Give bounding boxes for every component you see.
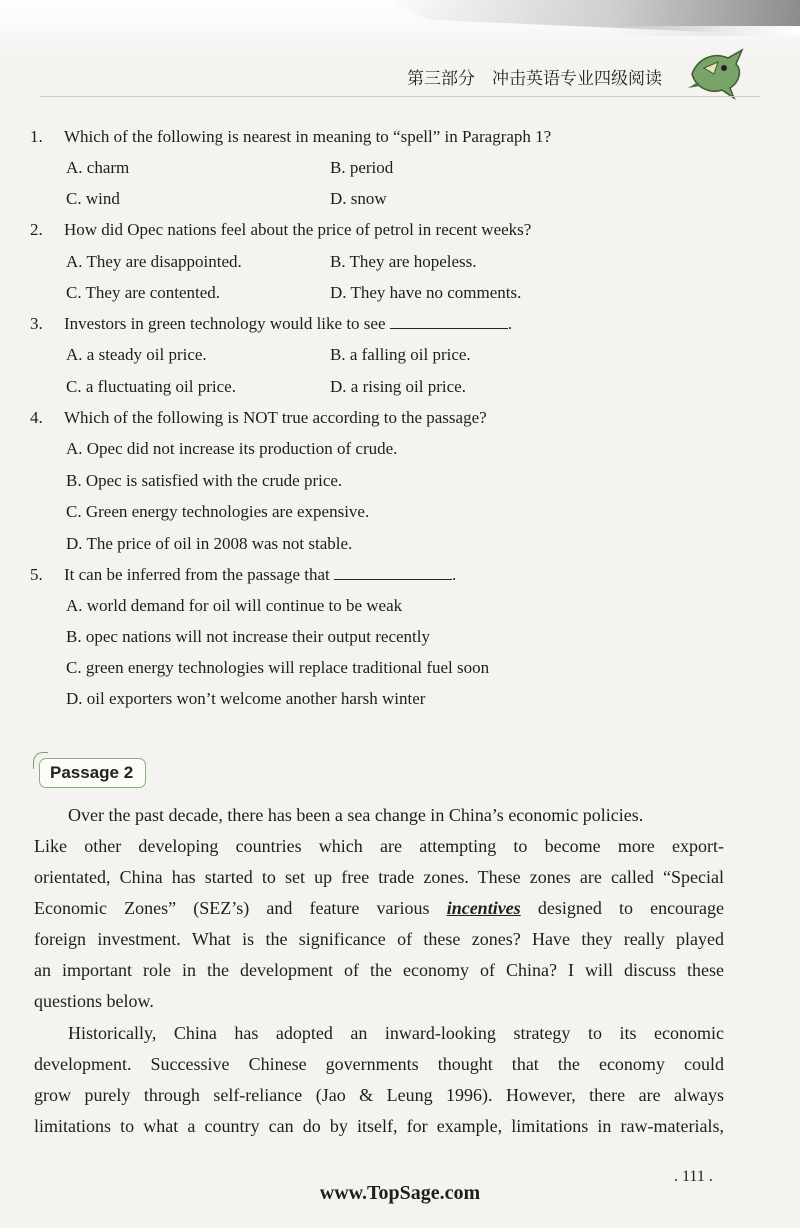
option-1d: D. snow — [330, 189, 387, 208]
question-stem: Which of the following is NOT true according to the passage? — [64, 408, 487, 427]
header-rule — [40, 96, 760, 97]
option-2b: B. They are hopeless. — [330, 252, 477, 271]
question-1 — [30, 127, 552, 147]
question-3: 3. Investors in green technology would like to see . — [30, 314, 513, 333]
passage-p2-line3: grow purely through self-reliance (Jao & Leung 1996). However, there are always — [34, 1085, 724, 1105]
option-3c: C. a fluctuating oil price. — [66, 377, 236, 396]
question-number: 5. — [30, 565, 43, 584]
option-4d: D. The price of oil in 2008 was not stable. — [66, 534, 353, 553]
passage-label: Passage 2 — [39, 758, 146, 788]
question-number: 3. — [30, 314, 43, 333]
option-2d: D. They have no comments. — [330, 283, 522, 302]
page-number: . 111 . — [674, 1168, 713, 1185]
passage-p2-line4: limitations to what a country can do by itself, for example, limitations in raw-materials, — [34, 1116, 724, 1136]
question-number: 4. — [30, 408, 43, 427]
option-1c: C. wind — [66, 189, 120, 208]
passage-p1-line4: Economic Zones” (SEZ’s) and feature various incentives designed to encourage — [34, 898, 725, 918]
option-4a: A. Opec did not increase its production of crude. — [66, 439, 398, 458]
option-3d: D. a rising oil price. — [330, 377, 466, 396]
passage-p2-line2: development. Successive Chinese governments thought that the economy could — [34, 1054, 724, 1074]
option-3b: B. a falling oil price. — [330, 345, 471, 364]
option-5b: B. opec nations will not increase their output recently — [66, 627, 430, 646]
question-5: 5. It can be inferred from the passage that . — [30, 565, 457, 584]
header-decoration-highlight — [600, 26, 800, 36]
option-3a: A. a steady oil price. — [66, 345, 207, 364]
section-title: 第三部分 冲击英语专业四级阅读 — [407, 69, 662, 89]
passage-p1-line7: questions below. — [34, 991, 154, 1011]
footer-website: www.TopSage.com — [319, 1182, 481, 1204]
question-stem: It can be inferred from the passage that — [64, 565, 330, 584]
passage-p1-line6: an important role in the development of the economy of China? I will discuss these — [34, 960, 724, 980]
option-1b: B. period — [330, 158, 394, 177]
passage-p1-line1: Over the past decade, there has been a sea change in China’s economic policies. — [68, 805, 644, 825]
option-1a: A. charm — [66, 158, 130, 177]
option-5a: A. world demand for oil will continue to be weak — [66, 596, 403, 615]
option-4c: C. Green energy technologies are expensive. — [66, 502, 370, 521]
passage-p1-line3: orientated, China has started to set up free trade zones. These zones are called “Special — [34, 867, 724, 887]
answer-blank — [390, 314, 508, 329]
option-2a: A. They are disappointed. — [66, 252, 242, 271]
passage-p2-line1: Historically, China has adopted an inward-looking strategy to its economic — [68, 1023, 724, 1043]
option-4b: B. Opec is satisfied with the crude price. — [66, 471, 343, 490]
passage-p1-line2: Like other developing countries which are attempting to become more export- — [34, 836, 724, 856]
keyword-incentives: incentives — [446, 898, 521, 918]
option-5d: D. oil exporters won’t welcome another harsh winter — [66, 689, 426, 708]
question-number: 1. — [30, 127, 43, 146]
answer-blank — [334, 565, 452, 580]
option-5c: C. green energy technologies will replace traditional fuel soon — [66, 658, 490, 677]
option-2c: C. They are contented. — [66, 283, 221, 302]
passage-p1-line5: foreign investment. What is the significance of these zones? Have they really played — [34, 929, 724, 949]
mascot-icon — [684, 44, 750, 100]
question-2 — [30, 220, 532, 240]
question-number: 2. — [30, 220, 43, 239]
question-stem: Which of the following is nearest in meaning to “spell” in Paragraph 1? — [64, 127, 552, 146]
question-stem: Investors in green technology would like to see — [64, 314, 386, 333]
question-stem: How did Opec nations feel about the price of petrol in recent weeks? — [64, 220, 532, 239]
question-4 — [30, 408, 487, 428]
